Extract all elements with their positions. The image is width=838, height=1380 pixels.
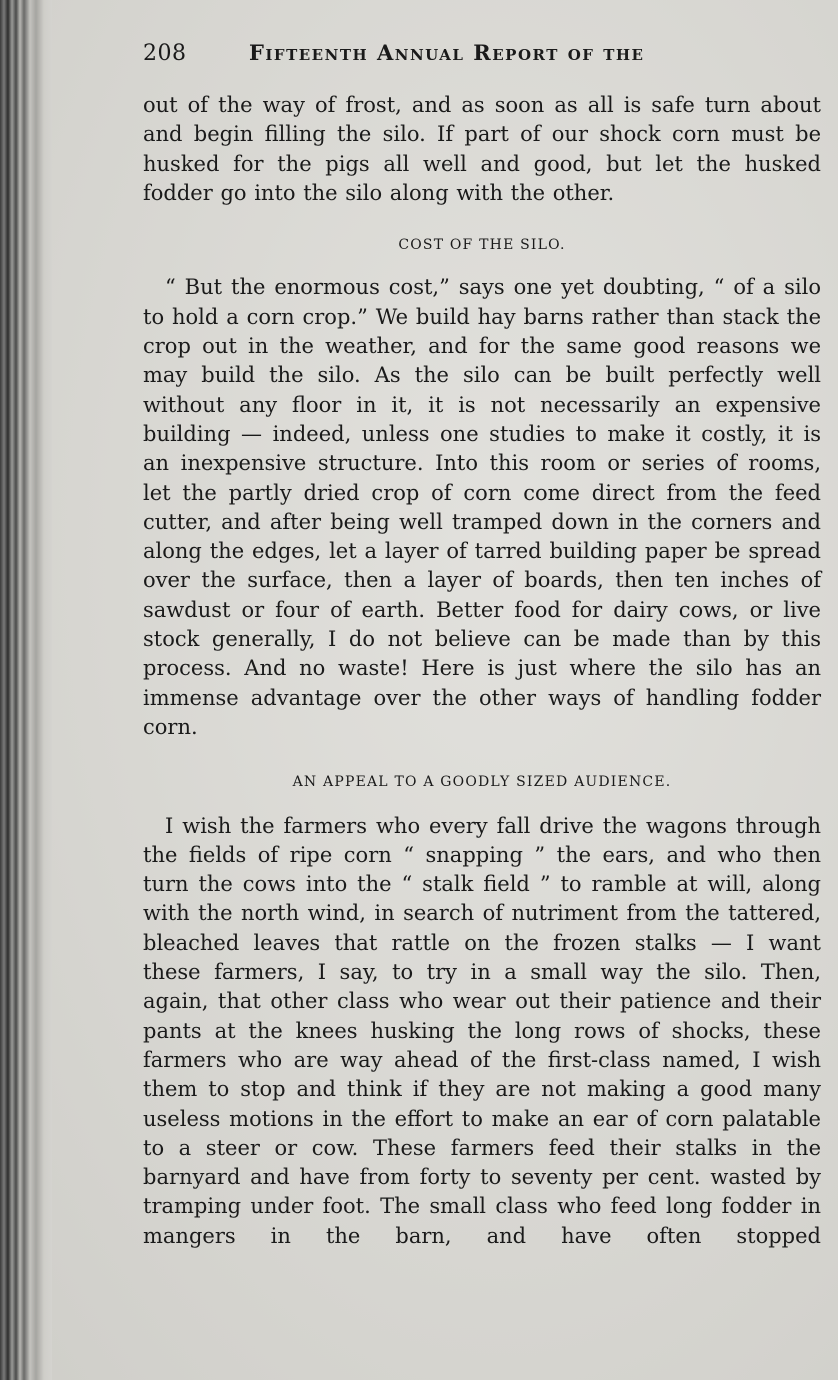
section-heading-appeal: AN APPEAL TO A GOODLY SIZED AUDIENCE. — [292, 774, 672, 791]
running-header — [143, 40, 823, 70]
section-heading-cost: COST OF THE SILO. — [398, 237, 566, 254]
book-binding-edge — [0, 0, 52, 1380]
body-text — [143, 91, 821, 1251]
page-number: 208 — [143, 41, 187, 66]
paragraph-3: I wish the farmers who every fall drive the wagons through the fields of ripe corn “ snapping ” the ears, and who then turn the cows into the “ stalk field ” to ramble at will, along with the north wind, in search of nutriment from the tattered, bleached leaves that rattle on the frozen stalks — I want these farmers, I say, to try in a small way the silo. Then, again, that other class who wear out their patience and their pants at the knees husking the long rows of shocks, these farmers who are way ahead of the first-class named, I wish them to stop and think if they are not making a good many useless motions in the effort to make an ear of corn palatable to a steer or cow. These farmers feed their stalks in the barnyard and have from forty to seventy per cent. wasted by tramping under foot. The small class who feed long fodder in mangers in the barn, and have often stopped — [143, 813, 821, 1248]
paragraph-2: “ But the enormous cost,” says one yet doubting, “ of a silo to hold a corn crop.” We build hay barns rather than stack the crop out in the weather, and for the same good reasons we may build the silo. As the silo can be built perfectly well without any floor in it, it is not necessarily an expensive building — indeed, unless one studies to make it costly, it is an inexpensive structure. Into this room or series of rooms, let the partly dried crop of corn come direct from the feed cutter, and after being well tramped down in the corners and along the edges, let a layer of tarred building paper be spread over the surface, then a layer of boards, then ten inches of sawdust or four of earth. Better food for dairy cows, or live stock generally, I do not believe can be made than by this process. And no waste! Here is just where the silo has an immense advantage over the other ways of handling fodder corn. — [143, 275, 821, 739]
paragraph-1: out of the way of frost, and as soon as all is safe turn about and begin filling the silo. If part of our shock corn must be husked for the pigs all well and good, but let the husked fodder go into the silo along with the other. — [143, 93, 821, 205]
running-title: Fifteenth Annual Report of the — [249, 40, 645, 65]
